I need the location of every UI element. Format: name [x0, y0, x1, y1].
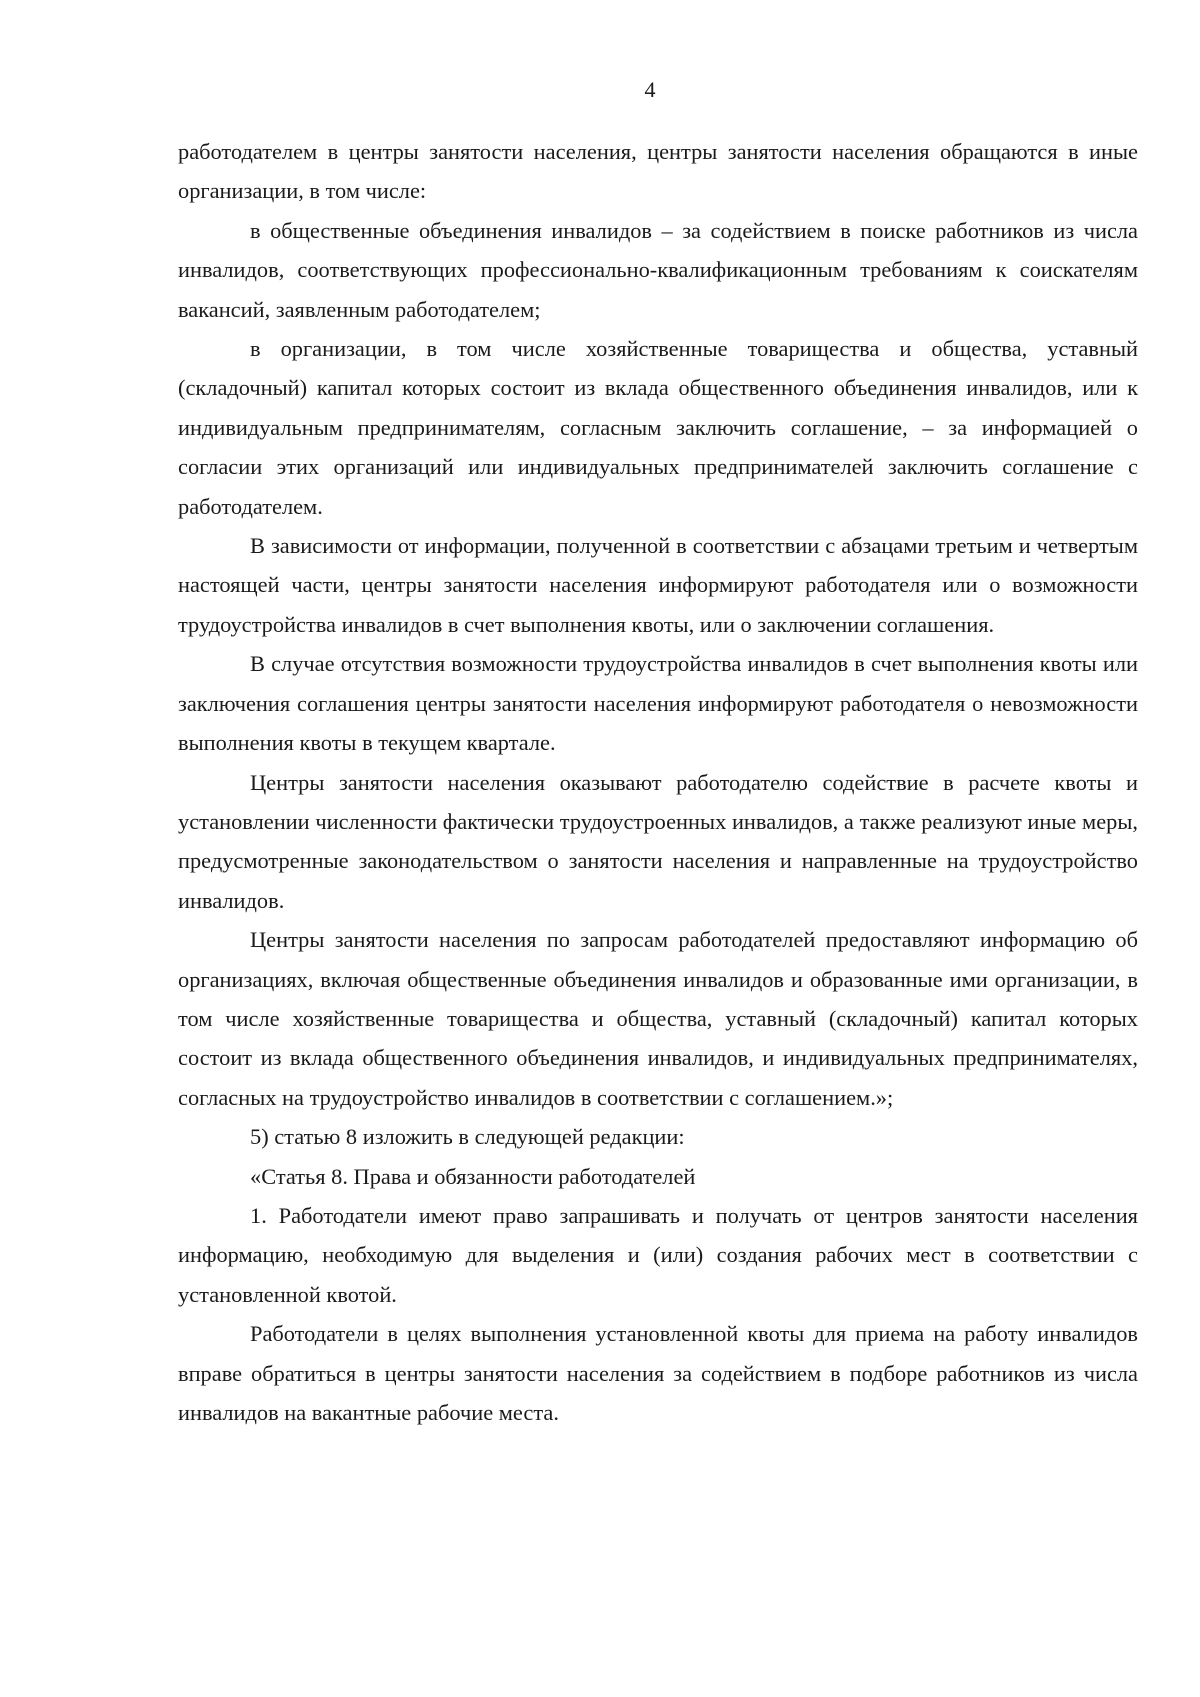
paragraph: Центры занятости населения по запросам работодателей предоставляют информацию об организациях, включая общественные объединения инвалидов и образованные ими организации, в том числе хозяйственные товарищества и общества, уставный (складочный) капитал которых состоит из вклада общественного объединения инвалидов, и индивидуальных предпринимателях, согласных на трудоустройство инвалидов в соответствии с соглашением.»; — [178, 927, 1138, 1110]
paragraph: 1. Работодатели имеют право запрашивать и получать от центров занятости населения информацию, необходимую для выделения и (или) создания рабочих мест в соответствии с установленной квотой. — [178, 1202, 1138, 1307]
paragraph: Работодатели в целях выполнения установленной квоты для приема на работу инвалидов вправе обратиться в центры занятости населения за содействием в подборе работников из числа инвалидов на вакантные рабочие места. — [178, 1321, 1138, 1425]
paragraph: в общественные объединения инвалидов – за содействием в поиске работников из числа инвалидов, соответствующих профессионально-квалификационным требованиям к соискателям вакансий, заявленным работодателем; — [178, 217, 1138, 322]
paragraph: В зависимости от информации, полученной в соответствии с абзацами третьим и четвертым настоящей части, центры занятости населения информируют работодателя или о возможности трудоустройства инвалидов в счет выполнения квоты, или о заключении соглашения. — [178, 533, 1138, 637]
page-number: 4 — [644, 77, 656, 102]
document-body — [178, 132, 1138, 1432]
article-heading: «Статья 8. Права и обязанности работодателей — [250, 1163, 696, 1189]
paragraph: работодателем в центры занятости населения, центры занятости населения обращаются в иные организации, в том числе: — [178, 139, 1138, 204]
paragraph: Центры занятости населения оказывают работодателю содействие в расчете квоты и установлении численности фактически трудоустроенных инвалидов, а также реализуют иные меры, предусмотренные законодательством о занятости населения и направленные на трудоустройство инвалидов. — [178, 769, 1138, 913]
paragraph: в организации, в том числе хозяйственные товарищества и общества, уставный (складочный) капитал которых состоит из вклада общественного объединения инвалидов, или к индивидуальным предпринимателям, согласным заключить соглашение, – за информацией о согласии этих организаций или индивидуальных предпринимателей заключить соглашение с работодателем. — [178, 336, 1138, 519]
paragraph: 5) статью 8 изложить в следующей редакции: — [250, 1124, 685, 1150]
paragraph: В случае отсутствия возможности трудоустройства инвалидов в счет выполнения квоты или заключения соглашения центры занятости населения информируют работодателя о невозможности выполнения квоты в текущем квартале. — [178, 651, 1138, 756]
